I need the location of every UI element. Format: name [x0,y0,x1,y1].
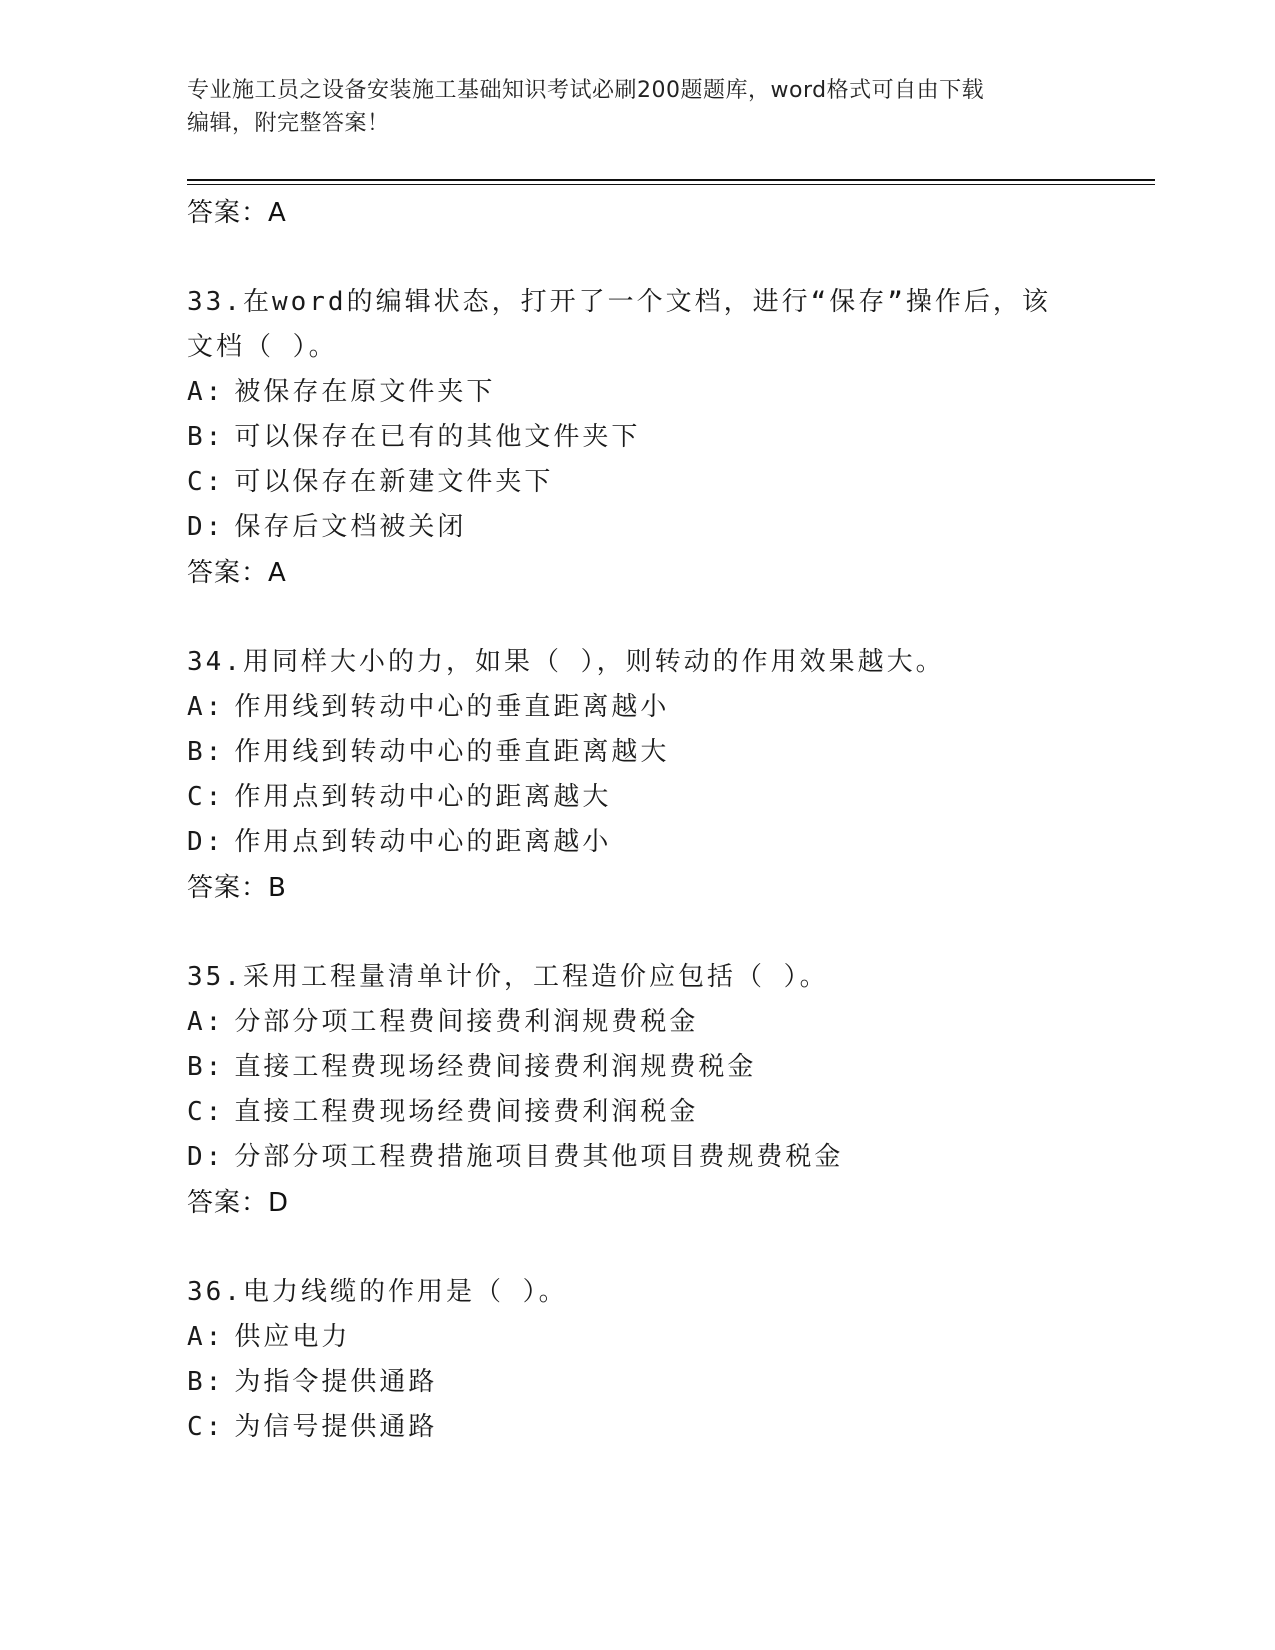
option-text: 被保存在原文件夹下 [234,377,496,407]
option-key: C: [187,467,225,497]
question-text: 36.电力线缆的作用是（ ）。 [187,1277,568,1307]
answer-value: A [268,198,286,228]
option-b [187,730,1087,775]
option-key: B: [187,737,225,767]
answer-line [187,550,1087,596]
option-text: 供应电力 [234,1322,351,1352]
question-text: 35.采用工程量清单计价，工程造价应包括（ ）。 [187,962,829,992]
option-text: 为信号提供通路 [234,1412,438,1442]
option-text: 作用线到转动中心的垂直距离越小 [234,692,670,722]
option-a [187,685,1087,730]
answer-value: A [268,558,286,588]
option-text: 作用点到转动中心的距离越小 [234,827,612,857]
answer-value: B [268,873,286,903]
option-text: 分部分项工程费措施项目费其他项目费规费税金 [234,1142,844,1172]
option-b [187,1045,1087,1090]
option-text: 分部分项工程费间接费利润规费税金 [234,1007,699,1037]
option-d [187,1135,1087,1180]
option-key: D: [187,512,225,542]
option-d [187,820,1087,865]
answer-line [187,865,1087,911]
option-b [187,1360,1087,1405]
option-key: C: [187,1412,225,1442]
option-key: D: [187,1142,225,1172]
option-a [187,370,1087,415]
option-d [187,505,1087,550]
option-b [187,415,1087,460]
question-36 [187,1270,1087,1450]
option-text: 保存后文档被关闭 [234,512,467,542]
question-text: 33.在word的编辑状态，打开了一个文档，进行“保存”操作后，该 [187,287,1051,317]
option-c [187,775,1087,820]
option-key: C: [187,782,225,812]
header-divider-thin [187,184,1155,185]
option-key: A: [187,692,225,722]
question-35 [187,955,1087,1226]
option-a [187,1000,1087,1045]
question-34 [187,640,1087,911]
option-key: A: [187,377,225,407]
option-key: D: [187,827,225,857]
option-key: A: [187,1322,225,1352]
question-text-continued: 文档（ ）。 [187,332,338,362]
document-header [187,74,1067,140]
option-text: 可以保存在已有的其他文件夹下 [234,422,641,452]
answer-label: 答案： [187,873,269,903]
option-c [187,460,1087,505]
option-text: 直接工程费现场经费间接费利润规费税金 [234,1052,757,1082]
option-a [187,1315,1087,1360]
answer-value: D [268,1188,289,1218]
option-text: 为指令提供通路 [234,1367,438,1397]
option-c [187,1405,1087,1450]
option-key: B: [187,422,225,452]
option-key: A: [187,1007,225,1037]
answer-line [187,1180,1087,1226]
option-key: B: [187,1052,225,1082]
question-list [187,190,1087,1450]
option-text: 可以保存在新建文件夹下 [234,467,554,497]
option-text: 作用点到转动中心的距离越大 [234,782,612,812]
question-text: 34.用同样大小的力，如果（ ），则转动的作用效果越大。 [187,647,945,677]
header-line-1: 专业施工员之设备安装施工基础知识考试必刷200题题库，word格式可自由下载 [187,78,985,103]
option-key: C: [187,1097,225,1127]
option-key: B: [187,1367,225,1397]
answer-line [187,190,1087,236]
header-divider-thick [187,179,1155,181]
header-line-2: 编辑，附完整答案！ [187,111,390,136]
answer-label: 答案： [187,558,269,588]
option-c [187,1090,1087,1135]
answer-label: 答案： [187,198,269,228]
answer-label: 答案： [187,1188,269,1218]
option-text: 作用线到转动中心的垂直距离越大 [234,737,670,767]
question-33 [187,280,1087,596]
option-text: 直接工程费现场经费间接费利润税金 [234,1097,699,1127]
